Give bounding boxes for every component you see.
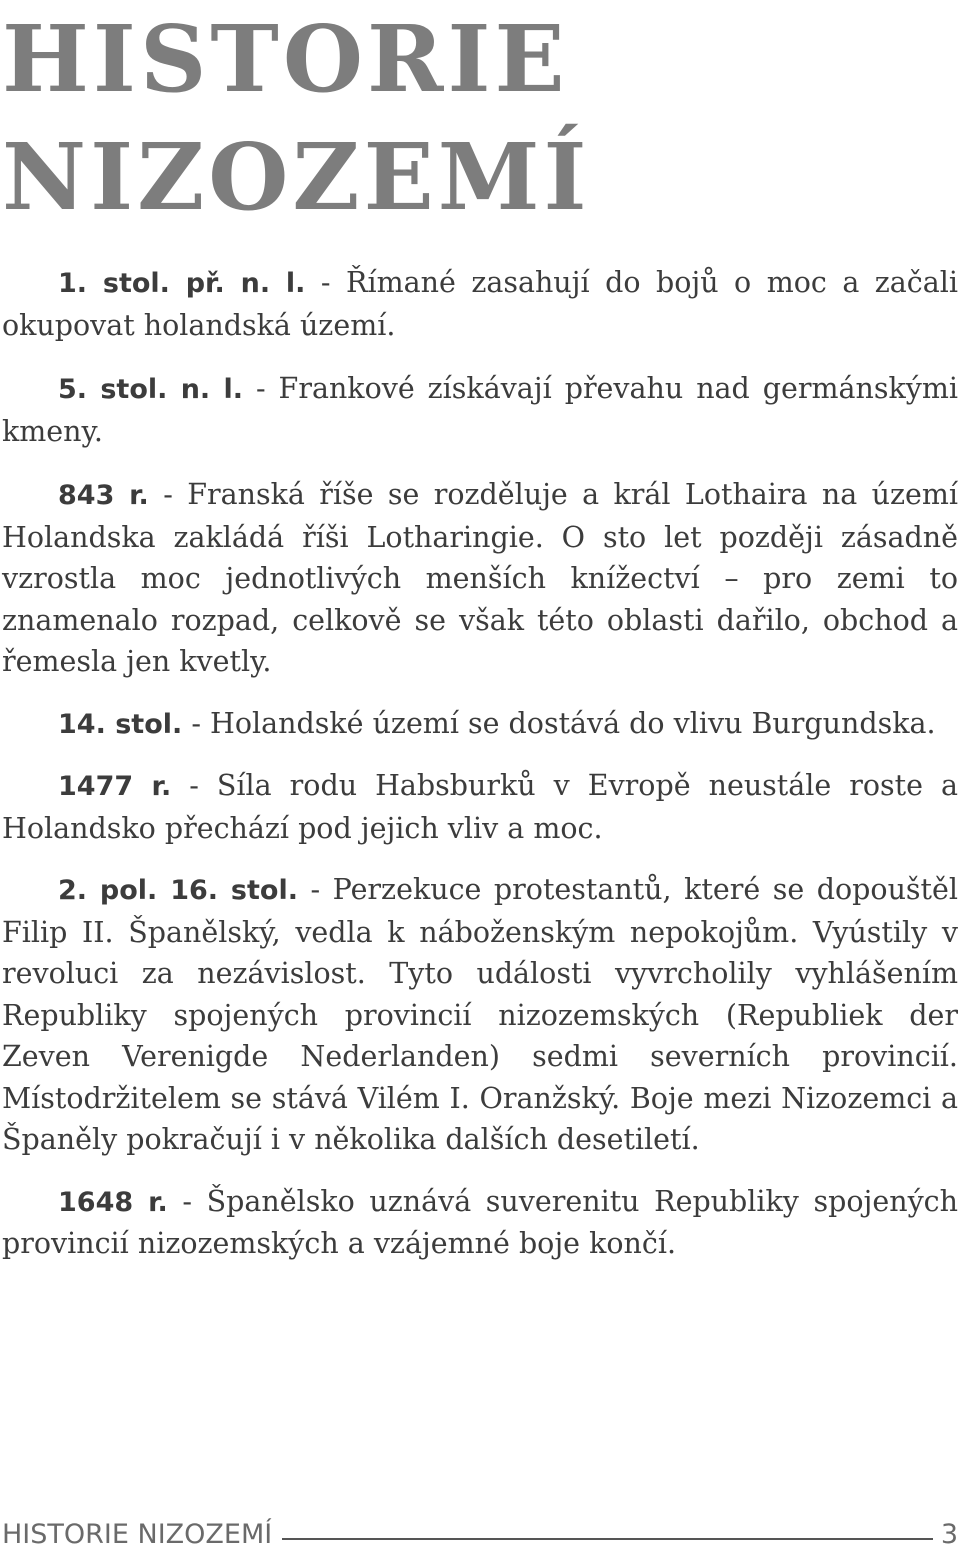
footer-label: HISTORIE NIZOZEMÍ bbox=[2, 1519, 273, 1550]
entry-text: - Frankové získávají převahu nad germánskými kmeny. bbox=[2, 372, 958, 448]
title-line-1: HISTORIE bbox=[2, 5, 569, 113]
page-title bbox=[2, 0, 591, 236]
entry-date: 14. stol. bbox=[58, 708, 183, 740]
timeline-entry bbox=[2, 765, 958, 849]
entry-date: 1. stol. př. n. l. bbox=[58, 268, 306, 299]
entry-date: 1648 r. bbox=[58, 1186, 168, 1218]
page-number: 3 bbox=[940, 1519, 958, 1550]
page-footer bbox=[2, 1500, 958, 1550]
title-line-2: NIZOZEMÍ bbox=[2, 123, 591, 231]
timeline-entry bbox=[2, 368, 958, 452]
history-timeline bbox=[2, 262, 958, 1265]
timeline-entry bbox=[2, 474, 958, 683]
entry-text: - Španělsko uznává suverenitu Republiky spojených provincií nizozemských a vzájemné boje končí. bbox=[2, 1184, 958, 1260]
entry-date: 843 r. bbox=[58, 480, 149, 511]
timeline-entry bbox=[2, 262, 958, 346]
entry-date: 2. pol. 16. stol. bbox=[58, 875, 298, 906]
timeline-entry bbox=[2, 703, 958, 746]
entry-text: - Holandské území se dostává do vlivu Burgundska. bbox=[182, 706, 936, 740]
timeline-entry bbox=[2, 869, 958, 1161]
entry-date: 5. stol. n. l. bbox=[58, 374, 243, 405]
entry-text: - Perzekuce protestantů, které se dopouštěl Filip II. Španělský, vedla k náboženským nepokojům. Vyústily v revoluci za nezávislost. Tyto události vyvrcholily vyhlášením Republiky spojených provincií nizozemských (Republiek der Zeven Verenigde Nederlanden) sedmi severních provincií. Místodržitelem se stává Vilém I. Oranžský. Boje mezi Nizozemci a Španěly pokračují i v několika dalších desetiletí. bbox=[2, 873, 958, 1156]
entry-date: 1477 r. bbox=[58, 771, 172, 802]
timeline-entry bbox=[2, 1181, 958, 1265]
footer-rule bbox=[282, 1538, 933, 1540]
entry-text: - Síla rodu Habsburků v Evropě neustále roste a Holandsko přechází pod jejich vliv a moc. bbox=[2, 769, 958, 845]
entry-text: - Franská říše se rozděluje a král Lothaira na území Holandska zakládá říši Lotharingie. O sto let později zásadně vzrostla moc jednotlivých menších knížectví – pro zemi to znamenalo rozpad, celkově se však této oblasti dařilo, obchod a řemesla jen kvetly. bbox=[2, 478, 958, 678]
entry-text: - Římané zasahují do bojů o moc a začali okupovat holandská území. bbox=[2, 266, 958, 342]
